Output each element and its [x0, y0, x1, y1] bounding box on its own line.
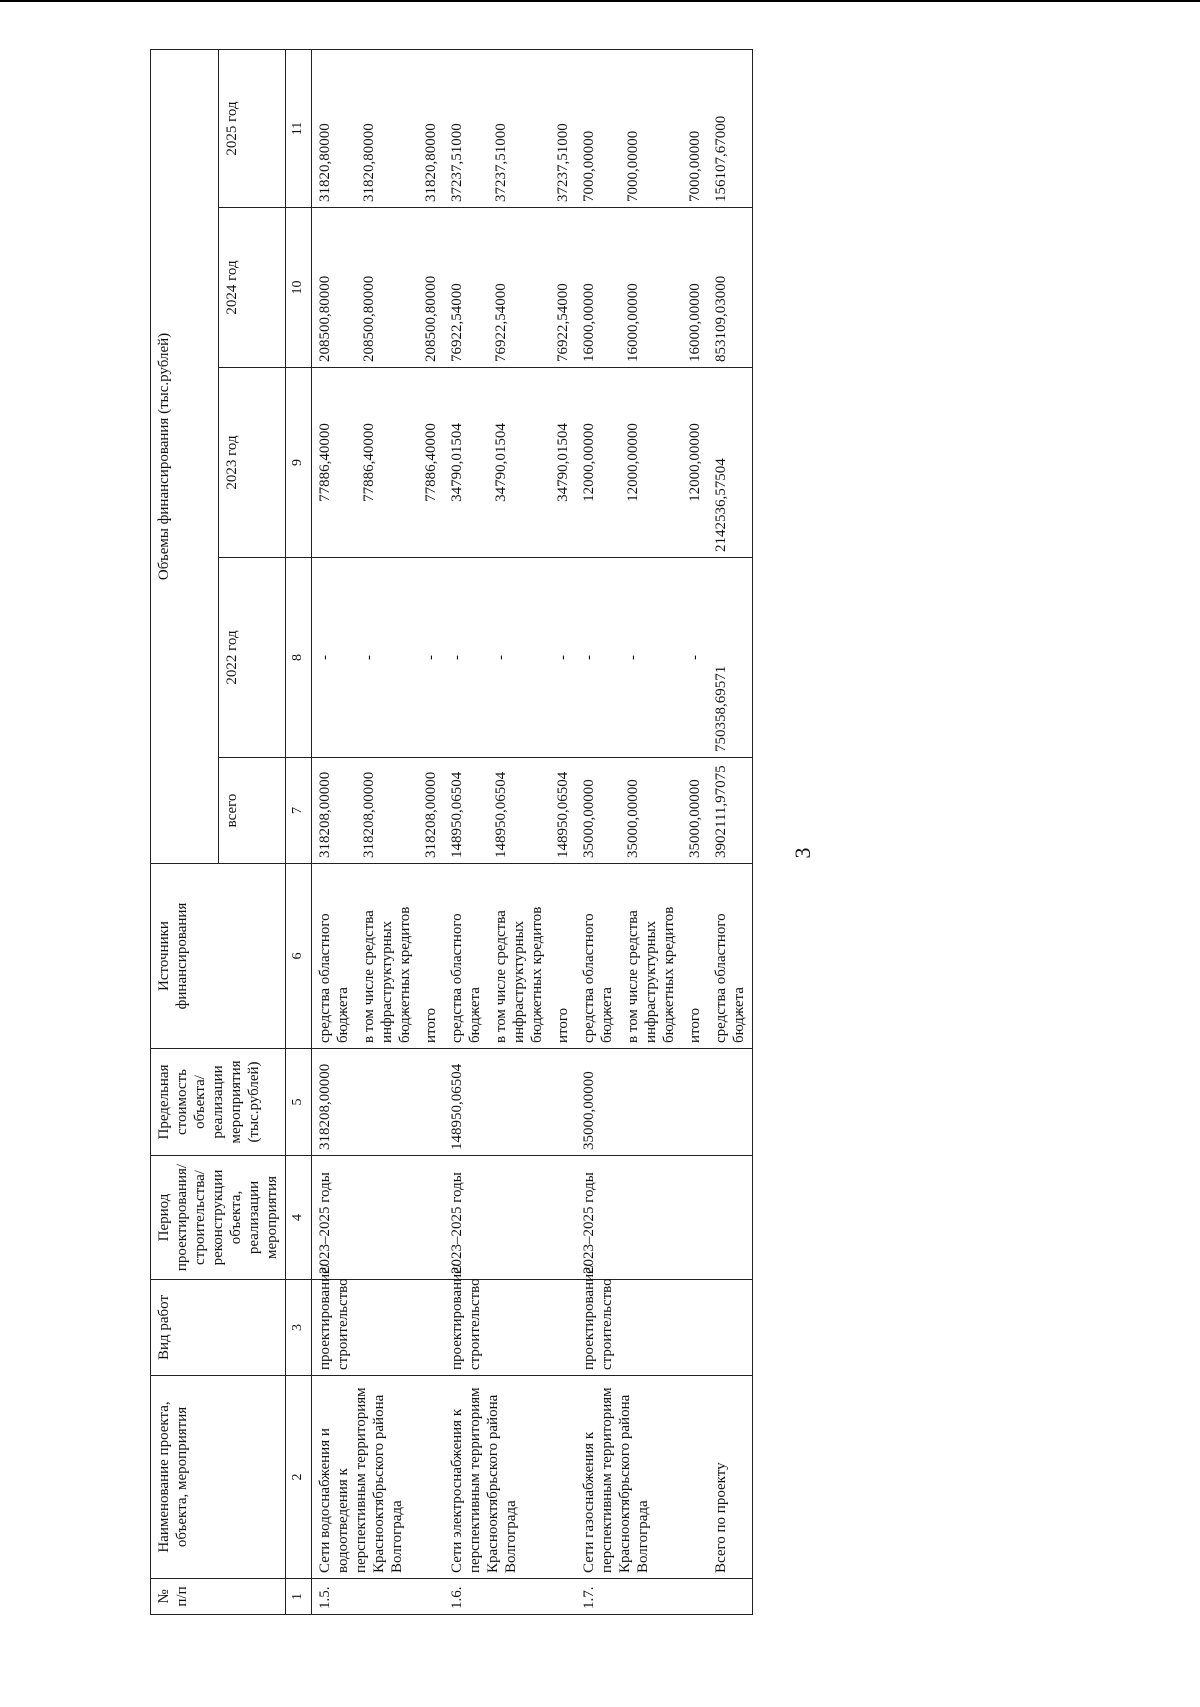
row-total: 148950,06504 [488, 758, 550, 864]
table-row [444, 50, 488, 1615]
header-row [151, 50, 219, 1615]
header-name: Наименование проекта, объекта, мероприятия [151, 1376, 286, 1579]
row-source: средства областного бюджета [444, 864, 488, 1049]
grand-name: Всего по проекту [708, 1376, 753, 1579]
grand-num [708, 1579, 753, 1615]
header-num: № п/п [151, 1579, 286, 1615]
row-2023: 77886,40000 [356, 368, 418, 558]
header-2025: 2025 год [218, 50, 286, 208]
row-2022: - [576, 558, 620, 758]
row-2024: 16000,00000 [682, 208, 708, 368]
row-total: 318208,00000 [356, 758, 418, 864]
row-2022: - [550, 558, 576, 758]
col-number: 2 [286, 1376, 312, 1579]
row-2023: 34790,01504 [444, 368, 488, 558]
grand-cost [708, 1049, 753, 1156]
row-2022: - [488, 558, 550, 758]
row-total: 148950,06504 [550, 758, 576, 864]
row-2025: 7000,00000 [576, 50, 620, 208]
row-2024: 76922,54000 [488, 208, 550, 368]
row-total: 318208,00000 [311, 758, 356, 864]
grand-2023: 2142536,57504 [708, 368, 753, 558]
col-number: 11 [286, 50, 312, 208]
row-period: 2023–2025 годы [311, 1156, 444, 1280]
grand-source: средства областного бюджета [708, 864, 753, 1049]
row-cost: 318208,00000 [311, 1049, 444, 1156]
row-2023: 77886,40000 [311, 368, 356, 558]
row-2024: 16000,00000 [620, 208, 682, 368]
grand-total: 3902111,97075 [708, 758, 753, 864]
row-work-type: проектирование/ строительство [576, 1280, 708, 1376]
row-num: 1.7. [576, 1579, 708, 1615]
financing-table [150, 49, 753, 1615]
row-period: 2023–2025 годы [444, 1156, 576, 1280]
grand-2024: 853109,03000 [708, 208, 753, 368]
rotated-table-container [150, 50, 1080, 1615]
row-name: Сети водоснабжения и водоотведения к перспективным территориям Краснооктябрьского района Волгограда [311, 1376, 444, 1579]
col-number: 8 [286, 558, 312, 758]
row-2023: 77886,40000 [418, 368, 444, 558]
row-2023: 34790,01504 [488, 368, 550, 558]
row-2023: 12000,00000 [576, 368, 620, 558]
row-source: итого [418, 864, 444, 1049]
row-source: в том числе средства инфраструктурных бюджетных кредитов [356, 864, 418, 1049]
row-total: 35000,00000 [620, 758, 682, 864]
header-2024: 2024 год [218, 208, 286, 368]
grand-2025: 156107,67000 [708, 50, 753, 208]
row-2022: - [682, 558, 708, 758]
row-2022: - [311, 558, 356, 758]
row-2025: 37237,51000 [444, 50, 488, 208]
top-border-line [0, 0, 1200, 2]
row-work-type: проектирование/ строительство [311, 1280, 444, 1376]
header-total: всего [218, 758, 286, 864]
row-source: средства областного бюджета [576, 864, 620, 1049]
col-number: 10 [286, 208, 312, 368]
grand-work-type [708, 1280, 753, 1376]
row-source: в том числе средства инфраструктурных бюджетных кредитов [488, 864, 550, 1049]
row-2025: 31820,80000 [311, 50, 356, 208]
row-source: средства областного бюджета [311, 864, 356, 1049]
row-source: итого [682, 864, 708, 1049]
col-number: 6 [286, 864, 312, 1049]
row-2025: 31820,80000 [356, 50, 418, 208]
grand-total-row [708, 50, 753, 1615]
row-period: 2023–2025 годы [576, 1156, 708, 1280]
header-2023: 2023 год [218, 368, 286, 558]
page-number: 3 [790, 847, 815, 859]
row-cost: 148950,06504 [444, 1049, 576, 1156]
row-name: Сети электроснабжения к перспективным территориям Краснооктябрьского района Волгограда [444, 1376, 576, 1579]
header-period: Период проектирования/ строительства/ реконструкции объекта, реализации мероприятия [151, 1156, 286, 1280]
col-number: 7 [286, 758, 312, 864]
row-2024: 16000,00000 [576, 208, 620, 368]
header-2022: 2022 год [218, 558, 286, 758]
row-total: 35000,00000 [682, 758, 708, 864]
row-2025: 37237,51000 [488, 50, 550, 208]
row-2022: - [418, 558, 444, 758]
row-total: 318208,00000 [418, 758, 444, 864]
row-2025: 7000,00000 [620, 50, 682, 208]
row-2024: 76922,54000 [550, 208, 576, 368]
row-total: 148950,06504 [444, 758, 488, 864]
row-source: итого [550, 864, 576, 1049]
row-num: 1.5. [311, 1579, 444, 1615]
row-num: 1.6. [444, 1579, 576, 1615]
header-financing-group: Объемы финансирования (тыс.рублей) [151, 50, 219, 864]
row-2024: 208500,80000 [356, 208, 418, 368]
row-2025: 7000,00000 [682, 50, 708, 208]
header-work-type: Вид работ [151, 1280, 286, 1376]
col-number: 9 [286, 368, 312, 558]
col-number: 3 [286, 1280, 312, 1376]
row-total: 35000,00000 [576, 758, 620, 864]
row-2024: 208500,80000 [311, 208, 356, 368]
table-row [311, 50, 356, 1615]
header-cost: Предельная стоимость объекта/ реализации мероприятия (тыс.рублей) [151, 1049, 286, 1156]
col-number: 1 [286, 1579, 312, 1615]
row-work-type: проектирование/ строительство [444, 1280, 576, 1376]
row-2025: 37237,51000 [550, 50, 576, 208]
row-source: в том числе средства инфраструктурных бюджетных кредитов [620, 864, 682, 1049]
row-2023: 12000,00000 [620, 368, 682, 558]
header-source: Источники финансирования [151, 864, 286, 1049]
row-2024: 208500,80000 [418, 208, 444, 368]
grand-period [708, 1156, 753, 1280]
col-number: 4 [286, 1156, 312, 1280]
column-number-row [286, 50, 312, 1615]
col-number: 5 [286, 1049, 312, 1156]
row-2022: - [620, 558, 682, 758]
row-cost: 35000,00000 [576, 1049, 708, 1156]
row-2023: 34790,01504 [550, 368, 576, 558]
row-2024: 76922,54000 [444, 208, 488, 368]
grand-2022: 750358,69571 [708, 558, 753, 758]
table-row [576, 50, 620, 1615]
row-name: Сети газоснабжения к перспективным территориям Краснооктябрьского района Волгограда [576, 1376, 708, 1579]
row-2022: - [444, 558, 488, 758]
row-2022: - [356, 558, 418, 758]
row-2025: 31820,80000 [418, 50, 444, 208]
row-2023: 12000,00000 [682, 368, 708, 558]
